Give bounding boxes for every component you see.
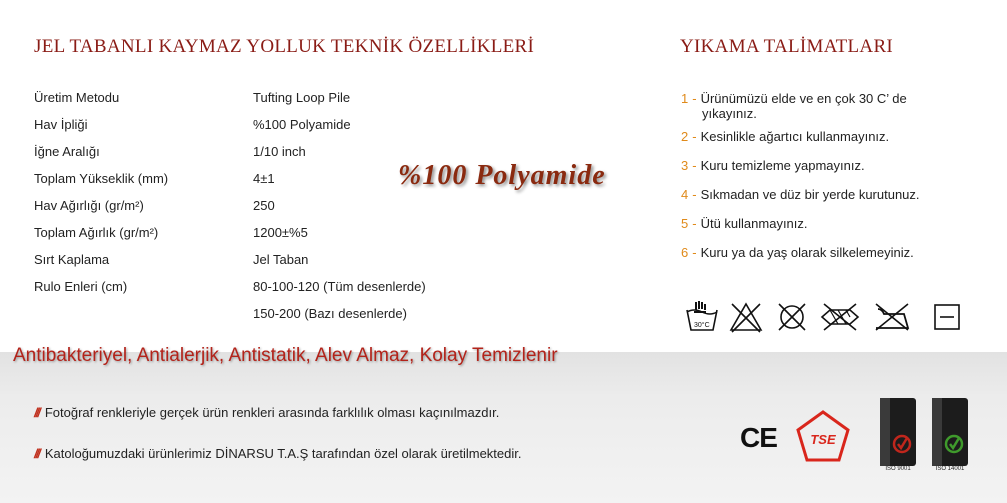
wash-item-text: Kesinlikle ağartıcı kullanmayınız. xyxy=(700,129,890,144)
spec-value: 4±1 xyxy=(253,171,275,186)
note-manufacturer xyxy=(34,446,521,461)
wash-list xyxy=(681,91,981,274)
iso-14001-icon xyxy=(932,398,968,466)
wash-item-text: Kuru temizleme yapmayınız. xyxy=(700,158,865,173)
wash-item-text: Sıkmadan ve düz bir yerde kurutunuz. xyxy=(700,187,920,202)
no-dry-clean-icon xyxy=(774,300,810,334)
iso-9001-icon xyxy=(880,398,916,466)
wash-item: 5 - Ütü kullanmayınız. xyxy=(681,216,808,231)
iso-14001-badge xyxy=(932,398,968,466)
ce-mark: CE xyxy=(740,422,777,453)
spec-key: Üretim Metodu xyxy=(34,90,120,105)
spec-value: 250 xyxy=(253,198,275,213)
tse-logo-icon xyxy=(790,408,856,468)
wash-item-number: 5 xyxy=(681,216,689,231)
slash-icon: /// xyxy=(34,446,39,461)
polyamide-banner: %100 Polyamide xyxy=(398,160,606,191)
spec-row xyxy=(34,117,504,144)
wash-item-number: 6 xyxy=(681,245,689,260)
wash-item: 2 - Kesinlikle ağartıcı kullanmayınız. xyxy=(681,129,890,144)
no-bleach-icon xyxy=(728,300,764,334)
iso-14001-label: ISO 14001 xyxy=(935,466,965,472)
no-wring-icon xyxy=(818,300,862,334)
note-color-difference xyxy=(34,405,499,420)
spec-key: Toplam Yükseklik (mm) xyxy=(34,171,169,186)
spec-key: Toplam Ağırlık (gr/m²) xyxy=(34,225,159,240)
wash-item-text: Kuru ya da yaş olarak silkelemeyiniz. xyxy=(700,245,914,260)
spec-value: 80-100-120 (Tüm desenlerde) xyxy=(253,279,426,294)
note-text: Fotoğraf renkleriyle gerçek ürün renkleri arasında farklılık olması kaçınılmazdır. xyxy=(44,405,500,420)
no-iron-icon xyxy=(872,300,912,334)
spec-row xyxy=(34,279,504,306)
tse-label: TSE xyxy=(810,432,836,447)
hand-wash-30-icon xyxy=(684,300,720,334)
spec-value: Tufting Loop Pile xyxy=(253,90,351,105)
hand-wash-temp: 30°C xyxy=(694,322,710,329)
features-tagline: Antibakteriyel, Antialerjik, Antistatik, Alev Almaz, Kolay Temizlenir xyxy=(13,345,558,366)
wash-item: 1 - Ürünümüzü elde ve en çok 30 C’ de yıkayınız. xyxy=(681,91,907,121)
spec-row xyxy=(34,90,504,117)
spec-key: İğne Aralığı xyxy=(34,144,100,159)
certifications xyxy=(740,398,980,478)
wash-item-number: 2 xyxy=(681,129,689,144)
wash-item: 3 - Kuru temizleme yapmayınız. xyxy=(681,158,865,173)
spec-title: JEL TABANLI KAYMAZ YOLLUK TEKNİK ÖZELLİKLERİ xyxy=(34,36,535,57)
wash-item-number: 3 xyxy=(681,158,689,173)
spec-table xyxy=(34,90,504,333)
wash-item-text: Ütü kullanmayınız. xyxy=(700,216,808,231)
wash-item-text: Ürünümüzü elde ve en çok 30 C’ de xyxy=(700,91,907,106)
wash-item-number: 1 xyxy=(681,91,689,106)
note-text: Katoloğumuzdaki ürünlerimiz DİNARSU T.A.Ş tarafından özel olarak üretilmektedir. xyxy=(44,446,522,461)
spec-row xyxy=(34,306,504,333)
spec-key: Rulo Enleri (cm) xyxy=(34,279,128,294)
spec-value: Jel Taban xyxy=(253,252,309,267)
iso-9001-label: ISO 9001 xyxy=(885,466,911,472)
spec-value: 1/10 inch xyxy=(253,144,306,159)
spec-key: Hav Ağırlığı (gr/m²) xyxy=(34,198,144,213)
spec-key: Sırt Kaplama xyxy=(34,252,110,267)
dry-flat-icon xyxy=(932,300,962,334)
spec-row xyxy=(34,252,504,279)
wash-title: YIKAMA TALİMATLARI xyxy=(680,36,894,57)
spec-value: %100 Polyamide xyxy=(253,117,351,132)
iso-9001-badge xyxy=(880,398,916,466)
spec-key: Hav İpliği xyxy=(34,117,88,132)
spec-row xyxy=(34,198,504,225)
wash-item: 6 - Kuru ya da yaş olarak silkelemeyiniz. xyxy=(681,245,914,260)
wash-item: 4 - Sıkmadan ve düz bir yerde kurutunuz. xyxy=(681,187,920,202)
spec-value: 1200±%5 xyxy=(253,225,308,240)
spec-row xyxy=(34,225,504,252)
slash-icon: /// xyxy=(34,405,39,420)
spec-value: 150-200 (Bazı desenlerde) xyxy=(253,306,407,321)
wash-item-number: 4 xyxy=(681,187,689,202)
wash-item-text-cont: yıkayınız. xyxy=(702,106,757,121)
